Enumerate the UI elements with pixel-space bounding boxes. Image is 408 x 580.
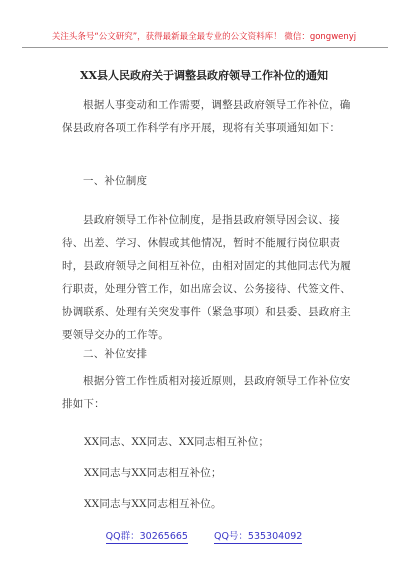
footer-qq-number: QQ号：535304092 bbox=[214, 528, 302, 544]
intro-paragraph: 根据人事变动和工作需要，调整县政府领导工作补位，确保县政府各项工作科学有序开展，现将有关事项通知如下： bbox=[62, 99, 351, 134]
document-title: XX县人民政府关于调整县政府领导工作补位的通知 bbox=[79, 69, 329, 82]
page-header bbox=[0, 0, 408, 56]
section-1-paragraph: 县政府领导工作补位制度，是指县政府领导因会议、接待、出差、学习、休假或其他情况，暂时不能履行岗位职责时，县政府领导之间相互补位，由相对固定的其他同志代为履行职责，处理分管工作，如出席会议、公务接待、代签文件、协调联系、处理有关突发事件（紧急事项）和县委、县政府主要领导交办的工作等。 bbox=[62, 214, 351, 341]
arrangement-item-1: XX同志、XX同志、XX同志相互补位； bbox=[84, 436, 270, 448]
arrangement-item-2: XX同志与XX同志相互补位； bbox=[84, 467, 222, 479]
header-divider bbox=[22, 47, 388, 48]
section-2-paragraph: 根据分管工作性质相对接近原则，县政府领导工作补位安排如下： bbox=[62, 375, 351, 410]
arrangement-item-3: XX同志与XX同志相互补位。 bbox=[84, 498, 222, 510]
header-promo-text: 关注头条号“公文研究”，获得最新最全最专业的公文资料库！ 微信：gongwenyj bbox=[51, 32, 357, 42]
section-2-heading: 二、补位安排 bbox=[83, 348, 148, 360]
footer-qq-group: QQ群：30265665 bbox=[106, 528, 188, 544]
page-footer bbox=[0, 528, 408, 544]
section-1-heading: 一、补位制度 bbox=[83, 175, 148, 187]
